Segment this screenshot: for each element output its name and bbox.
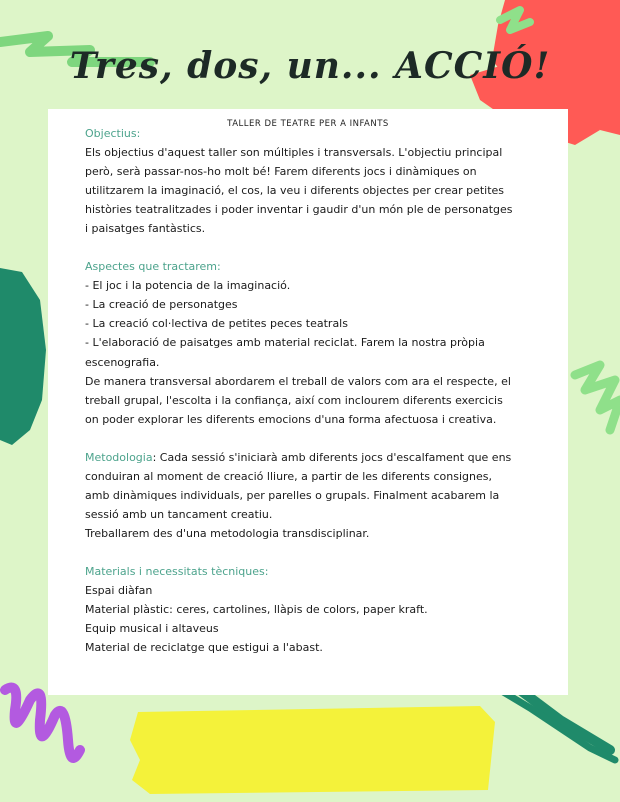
section-heading-objectius: Objectius: [85, 127, 141, 140]
section-heading-metodologia: Metodologia [85, 450, 153, 464]
materials-line: Equip musical i altaveus [85, 622, 219, 636]
aspectes-line: - El joc i la potencia de la imaginació. [85, 279, 291, 293]
objectius-line: però, serà passar-nos-ho molt bé! Farem diferents jocs i dinàmiques on [85, 165, 477, 179]
spacer [85, 429, 555, 448]
materials-line: Material de reciclatge que estigui a l'abast. [85, 641, 323, 655]
aspectes-line: - L'elaboració de paisatges amb material reciclat. Farem la nostra pròpia [85, 336, 485, 350]
aspectes-line: escenografia. [85, 355, 160, 369]
objectius-line: i paisatges fantàstics. [85, 222, 206, 236]
objectius-line: històries teatralitzades i poder inventar i gaudir d'un món ple de personatges [85, 203, 513, 217]
section-heading-materials: Materials i necessitats tècniques: [85, 564, 269, 578]
purple-zigzag-stroke [5, 688, 80, 759]
aspectes-line: treball grupal, l'escolta i la confiança, així com inclourem diferents exercicis [85, 393, 503, 407]
aspectes-line: De manera transversal abordarem el treball de valors com ara el respecte, el [85, 374, 511, 388]
teal-brush-left-stroke [0, 268, 46, 445]
spacer [85, 238, 555, 257]
green-zigzag-right-stroke [575, 365, 620, 430]
poster-subtitle: TALLER DE TEATRE PER A INFANTS [227, 119, 389, 129]
content-body [85, 124, 555, 657]
objectius-line: utilitzarem la imaginació, el cos, la veu i diferents objectes per crear petites [85, 184, 505, 198]
poster-title: Tres, dos, un... ACCIÓ! [69, 45, 551, 87]
section-heading-aspectes: Aspectes que tractarem: [85, 260, 221, 274]
metodologia-line: sessió amb un tancament creatiu. [85, 507, 273, 521]
content-card [48, 109, 568, 695]
spacer [85, 543, 555, 562]
yellow-brush-stroke [130, 706, 495, 794]
metodologia-first-line-text: : Cada sessió s'iniciarà amb diferents jocs d'escalfament que ens [152, 450, 512, 464]
aspectes-line: - La creació de personatges [85, 298, 238, 312]
metodologia-line: conduiran al moment de creació lliure, a partir de les diferents consignes, [85, 469, 492, 483]
metodologia-first-line [85, 448, 555, 467]
metodologia-line: Treballarem des d'una metodologia transdisciplinar. [85, 526, 370, 540]
materials-line: Material plàstic: ceres, cartolines, llàpis de colors, paper kraft. [85, 603, 428, 617]
objectius-line: Els objectius d'aquest taller son múltiples i transversals. L'objectiu principal [85, 146, 503, 160]
metodologia-line: amb dinàmiques individuals, per parelles o grupals. Finalment acabarem la [85, 488, 500, 502]
aspectes-line: on poder explorar les diferents emocions d'una forma afectuosa i creativa. [85, 412, 497, 426]
aspectes-line: - La creació col·lectiva de petites peces teatrals [85, 317, 348, 331]
materials-line: Espai diàfan [85, 583, 153, 597]
